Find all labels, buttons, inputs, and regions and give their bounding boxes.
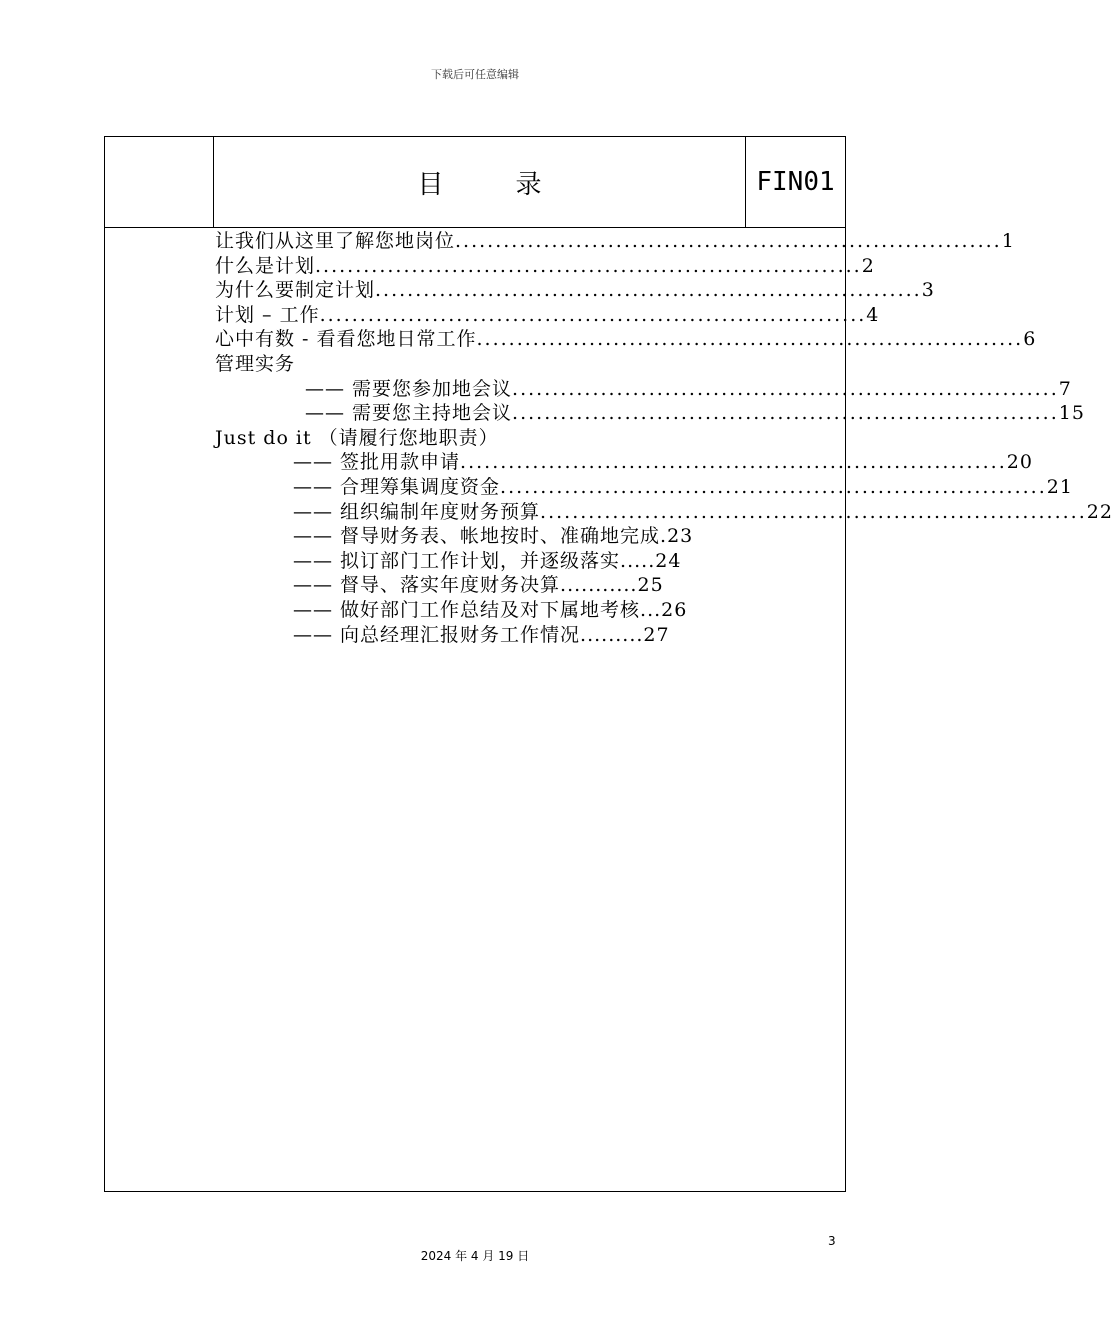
toc-page-number: 4 (866, 303, 880, 326)
toc-entry (215, 377, 1072, 402)
toc-entry-text: —— 做好部门工作总结及对下属地考核...26 (293, 598, 688, 621)
toc-leader-dots: .................................................................... (500, 475, 1047, 498)
page-number: 3 (828, 1234, 836, 1248)
toc-entry-text: —— 需要您参加地会议 (305, 377, 513, 400)
toc-page-number: 2 (861, 254, 875, 277)
toc-entry (215, 278, 935, 303)
toc-page-number: 6 (1023, 328, 1037, 351)
toc-leader-dots: .................................................................... (315, 254, 862, 277)
toc-page-number: 20 (1006, 451, 1033, 474)
toc-leader-dots: .................................................................... (460, 451, 1007, 474)
toc-page-number: 1 (1001, 230, 1015, 252)
toc-entry (215, 352, 755, 377)
toc-page-number: 7 (1058, 377, 1072, 400)
table-header-row (105, 137, 845, 228)
page-title (417, 164, 541, 201)
toc-entry-text: —— 需要您主持地会议 (305, 402, 513, 425)
toc-entry-text: —— 督导财务表、帐地按时、准确地完成.23 (293, 525, 694, 548)
toc-entry-text: —— 签批用款申请 (293, 451, 461, 474)
toc-table (104, 136, 1113, 1192)
toc-leader-dots: .................................................................... (455, 230, 1002, 252)
toc-entry-text: 让我们从这里了解您地岗位 (215, 230, 456, 252)
header-blank-cell (105, 137, 214, 227)
toc-page-number: 22 (1086, 500, 1113, 523)
toc-entry-text: —— 拟订部门工作计划，并逐级落实.....24 (293, 549, 682, 572)
toc-entry (215, 598, 755, 623)
toc-entry-text: 为什么要制定计划 (215, 279, 376, 302)
toc-leader-dots: .................................................................... (512, 402, 1059, 425)
toc-entry-text: 什么是计划 (215, 254, 316, 277)
document-code: FIN01 (756, 167, 835, 197)
toc-entry-text: 计划 – 工作 (215, 303, 320, 326)
toc-leader-dots: .................................................................... (540, 500, 1087, 523)
toc-leader-dots: .................................................................... (319, 303, 867, 326)
toc-entry-text: —— 合理筹集调度资金 (293, 475, 501, 498)
toc-entry (215, 401, 1085, 426)
toc-entry-text: —— 督导、落实年度财务决算...........25 (293, 574, 664, 597)
header-note: 下载后可任意编辑 (431, 68, 519, 81)
toc-entry-text: 管理实务 (215, 352, 296, 375)
toc-page-number: 15 (1058, 402, 1085, 425)
toc-entry (215, 254, 875, 279)
toc-entry (215, 229, 1015, 254)
toc-leader-dots: .................................................................... (476, 328, 1024, 351)
footer-date: 2024 年 4 月 19 日 (420, 1249, 530, 1263)
toc-leader-dots: .................................................................... (512, 377, 1059, 400)
toc-entry (215, 524, 755, 549)
toc-list (215, 229, 1113, 647)
header-title-cell (214, 137, 746, 227)
title-char-2: 录 (515, 169, 542, 200)
toc-entry (215, 327, 1037, 352)
toc-entry (215, 549, 755, 574)
title-char-1: 目 (417, 169, 444, 200)
toc-entry (215, 426, 755, 451)
toc-page-number: 21 (1046, 475, 1073, 498)
toc-leader-dots: .................................................................... (375, 279, 922, 302)
toc-entry-text: —— 组织编制年度财务预算 (293, 500, 541, 523)
toc-entry (215, 573, 755, 598)
toc-entry-text: 心中有数 - 看看您地日常工作 (215, 328, 477, 351)
toc-entry (215, 500, 1113, 525)
toc-entry (215, 450, 1033, 475)
toc-entry (215, 303, 880, 328)
toc-entry-text: —— 向总经理汇报财务工作情况.........27 (293, 623, 670, 646)
toc-entry (215, 623, 755, 648)
toc-entry (215, 475, 1073, 500)
toc-entry-text: Just do it （请履行您地职责） (215, 426, 499, 449)
toc-page-number: 3 (921, 279, 935, 302)
